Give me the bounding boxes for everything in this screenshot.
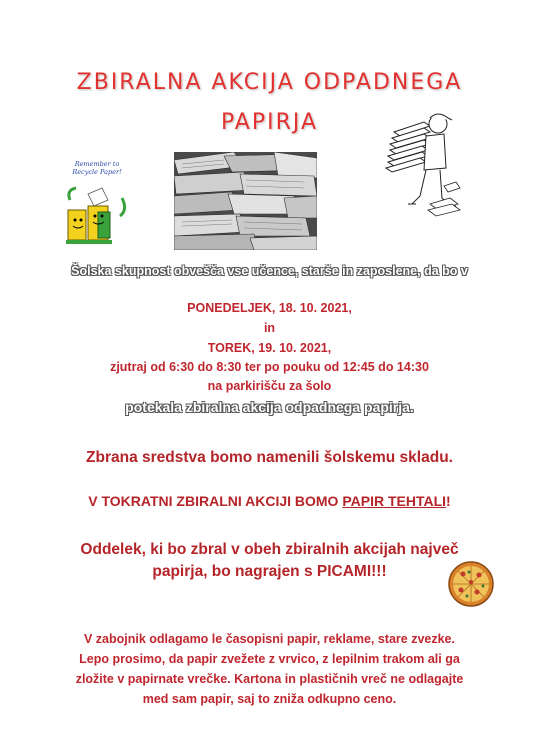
time-range: zjutraj od 6:30 do 8:30 ter po pouku od 12:45 do 14:30 — [110, 360, 429, 374]
rules-text — [0, 629, 539, 709]
prize-line1: Oddelek, ki bo zbral v obeh zbiralnih akcijah največ — [80, 541, 459, 558]
date-tuesday: TOREK, 19. 10. 2021, — [207, 341, 332, 355]
rules-line1: V zabojnik odlagamo le časopisni papir, reklame, stare zvezke. — [84, 632, 455, 646]
page-title-line1: ZBIRALNA AKCIJA ODPADNEGA — [76, 70, 463, 95]
intro-text: Šolska skupnost obvešča vse učence, starše in zaposlene, da bo v — [71, 264, 468, 278]
recycling-bins-icon — [62, 156, 132, 248]
weigh-underlined: PAPIR TEHTALI — [342, 493, 447, 509]
recycle-text-2: Recycle Paper! — [72, 168, 122, 176]
recycle-text-1: Remember to — [74, 160, 120, 168]
page-title-line2: PAPIRJA — [220, 110, 319, 135]
weigh-prefix: V TOKRATNI ZBIRALNI AKCIJI BOMO — [88, 493, 343, 509]
newspaper-stack-photo — [174, 152, 317, 250]
location: na parkirišču za šolo — [207, 379, 332, 393]
man-carrying-papers-icon — [380, 108, 464, 220]
action-text: potekala zbiralna akcija odpadnega papirja. — [125, 399, 414, 415]
pizza-icon — [447, 560, 495, 608]
rules-line4: med sam papir, saj to zniža odkupno ceno. — [142, 692, 397, 706]
date-monday: PONEDELJEK, 18. 10. 2021, — [187, 301, 352, 315]
fund-text: Zbrana sredstva bomo namenili šolskemu skladu. — [86, 449, 453, 466]
weigh-text — [0, 493, 539, 509]
rules-line2: Lepo prosimo, da papir zvežete z vrvico, z lepilnim trakom ali ga — [79, 652, 460, 666]
date-and: in — [263, 321, 276, 335]
rules-line3: zložite v papirnate vrečke. Kartona in plastičnih vreč ne odlagajte — [75, 672, 464, 686]
weigh-suffix: ! — [446, 493, 451, 509]
prize-line2: papirja, bo nagrajen s PICAMI!!! — [152, 563, 387, 580]
